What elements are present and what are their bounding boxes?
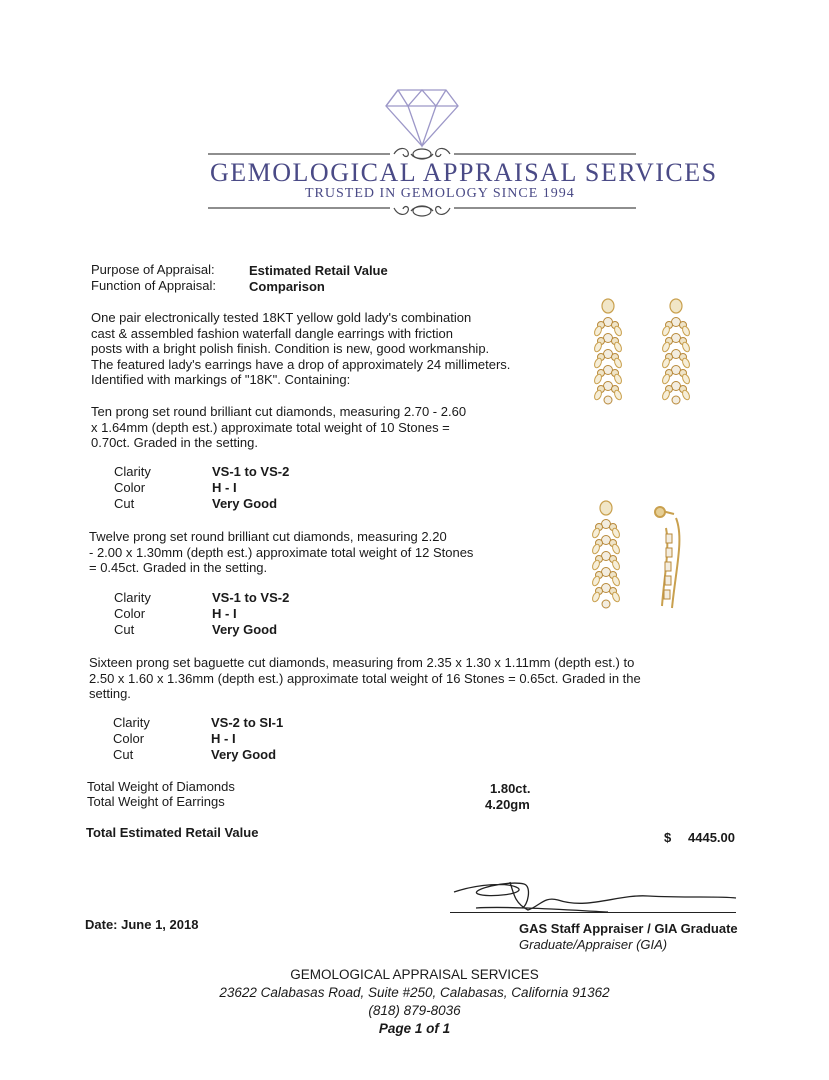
grade-value: VS-1 to VS-2 [212, 464, 290, 479]
stone-line: - 2.00 x 1.30mm (depth est.) approximate total weight of 12 Stones [89, 544, 474, 560]
function-value: Comparison [249, 279, 325, 294]
stone-line: Ten prong set round brilliant cut diamonds, measuring 2.70 - 2.60 [91, 404, 467, 419]
stone-line: 2.50 x 1.60 x 1.36mm (depth est.) approximate total weight of 16 Stones = 0.65ct. Graded in the [89, 670, 641, 686]
footer-page: Page 1 of 1 [378, 1021, 451, 1036]
grade-row-color [114, 606, 289, 622]
stone-group-1-grades [114, 464, 289, 512]
earrings-side-photo [580, 498, 710, 622]
grade-label: Cut [113, 747, 134, 762]
function-label: Function of Appraisal: [91, 278, 217, 293]
stone-line: Twelve prong set round brilliant cut diamonds, measuring 2.20 [89, 529, 447, 544]
grade-value: Very Good [211, 747, 277, 762]
grade-row-cut [114, 622, 289, 638]
grade-row-color [113, 731, 283, 747]
footer-phone: (818) 879-8036 [368, 1003, 461, 1018]
stone-line: x 1.64mm (depth est.) approximate total weight of 10 Stones = [91, 419, 450, 435]
company-name: GEMOLOGICAL APPRAISAL SERVICES [210, 158, 718, 187]
grade-row-clarity [113, 715, 283, 731]
diamond-icon [382, 84, 462, 150]
stone-group-3-grades [113, 715, 283, 763]
ornament-bottom-icon [208, 202, 636, 220]
footer-company: GEMOLOGICAL APPRAISAL SERVICES [290, 967, 539, 982]
purpose-value: Estimated Retail Value [249, 263, 388, 278]
grade-label: Cut [114, 496, 135, 511]
total-diamonds-value: 1.80ct. [490, 781, 531, 796]
appraisal-date: Date: June 1, 2018 [85, 917, 199, 932]
stone-line: Sixteen prong set baguette cut diamonds, measuring from 2.35 x 1.30 x 1.11mm (depth est.) to [89, 655, 635, 670]
stone-group-1-description [91, 404, 466, 451]
total-retail-label: Total Estimated Retail Value [86, 825, 259, 840]
description-line: The featured lady's earrings have a drop of approximately 24 millimeters. [91, 356, 511, 372]
total-earrings-value: 4.20gm [485, 797, 530, 812]
currency-symbol: $ [664, 830, 672, 845]
grade-value: H - I [212, 606, 237, 621]
grade-value: VS-1 to VS-2 [212, 590, 290, 605]
signature-icon [448, 876, 740, 916]
grade-value: H - I [212, 480, 237, 495]
grade-value: Very Good [212, 622, 278, 637]
signature-line [450, 912, 736, 913]
appraiser-subtitle: Graduate/Appraiser (GIA) [519, 937, 668, 952]
total-earrings-label: Total Weight of Earrings [87, 794, 225, 809]
description-line: posts with a bright polish finish. Condition is new, good workmanship. [91, 341, 490, 356]
grade-row-cut [113, 747, 283, 763]
stone-group-2-grades [114, 590, 289, 638]
total-diamonds-label: Total Weight of Diamonds [87, 779, 235, 794]
item-description [91, 310, 510, 388]
grade-row-clarity [114, 590, 289, 606]
appraiser-title: GAS Staff Appraiser / GIA Graduate [519, 921, 738, 936]
grade-value: H - I [211, 731, 236, 746]
description-line: cast & assembled fashion waterfall dangle earrings with friction [91, 325, 454, 341]
company-logo [200, 84, 718, 224]
grade-label: Clarity [113, 715, 150, 730]
grade-label: Color [114, 606, 146, 621]
stone-group-3-description [89, 655, 641, 702]
stone-line: = 0.45ct. Graded in the setting. [89, 560, 268, 575]
grade-row-cut [114, 496, 289, 512]
grade-label: Cut [114, 622, 135, 637]
footer [0, 966, 829, 1038]
footer-address: 23622 Calabasas Road, Suite #250, Calabasas, California 91362 [219, 985, 610, 1000]
company-tagline: TRUSTED IN GEMOLOGY SINCE 1994 [305, 186, 575, 201]
grade-row-clarity [114, 464, 289, 480]
stone-line: setting. [89, 686, 131, 701]
grade-label: Color [113, 731, 145, 746]
grade-row-color [114, 480, 289, 496]
grade-label: Clarity [114, 464, 151, 479]
description-line: Identified with markings of "18K". Containing: [91, 372, 351, 387]
stone-line: 0.70ct. Graded in the setting. [91, 435, 258, 450]
description-line: One pair electronically tested 18KT yellow gold lady's combination [91, 310, 472, 325]
grade-label: Color [114, 480, 146, 495]
stone-group-2-description [89, 529, 473, 576]
total-retail-value: 4445.00 [688, 830, 735, 845]
purpose-label: Purpose of Appraisal: [91, 262, 215, 277]
earrings-front-photo [580, 296, 710, 414]
grade-label: Clarity [114, 590, 151, 605]
grade-value: Very Good [212, 496, 278, 511]
grade-value: VS-2 to SI-1 [211, 715, 284, 730]
